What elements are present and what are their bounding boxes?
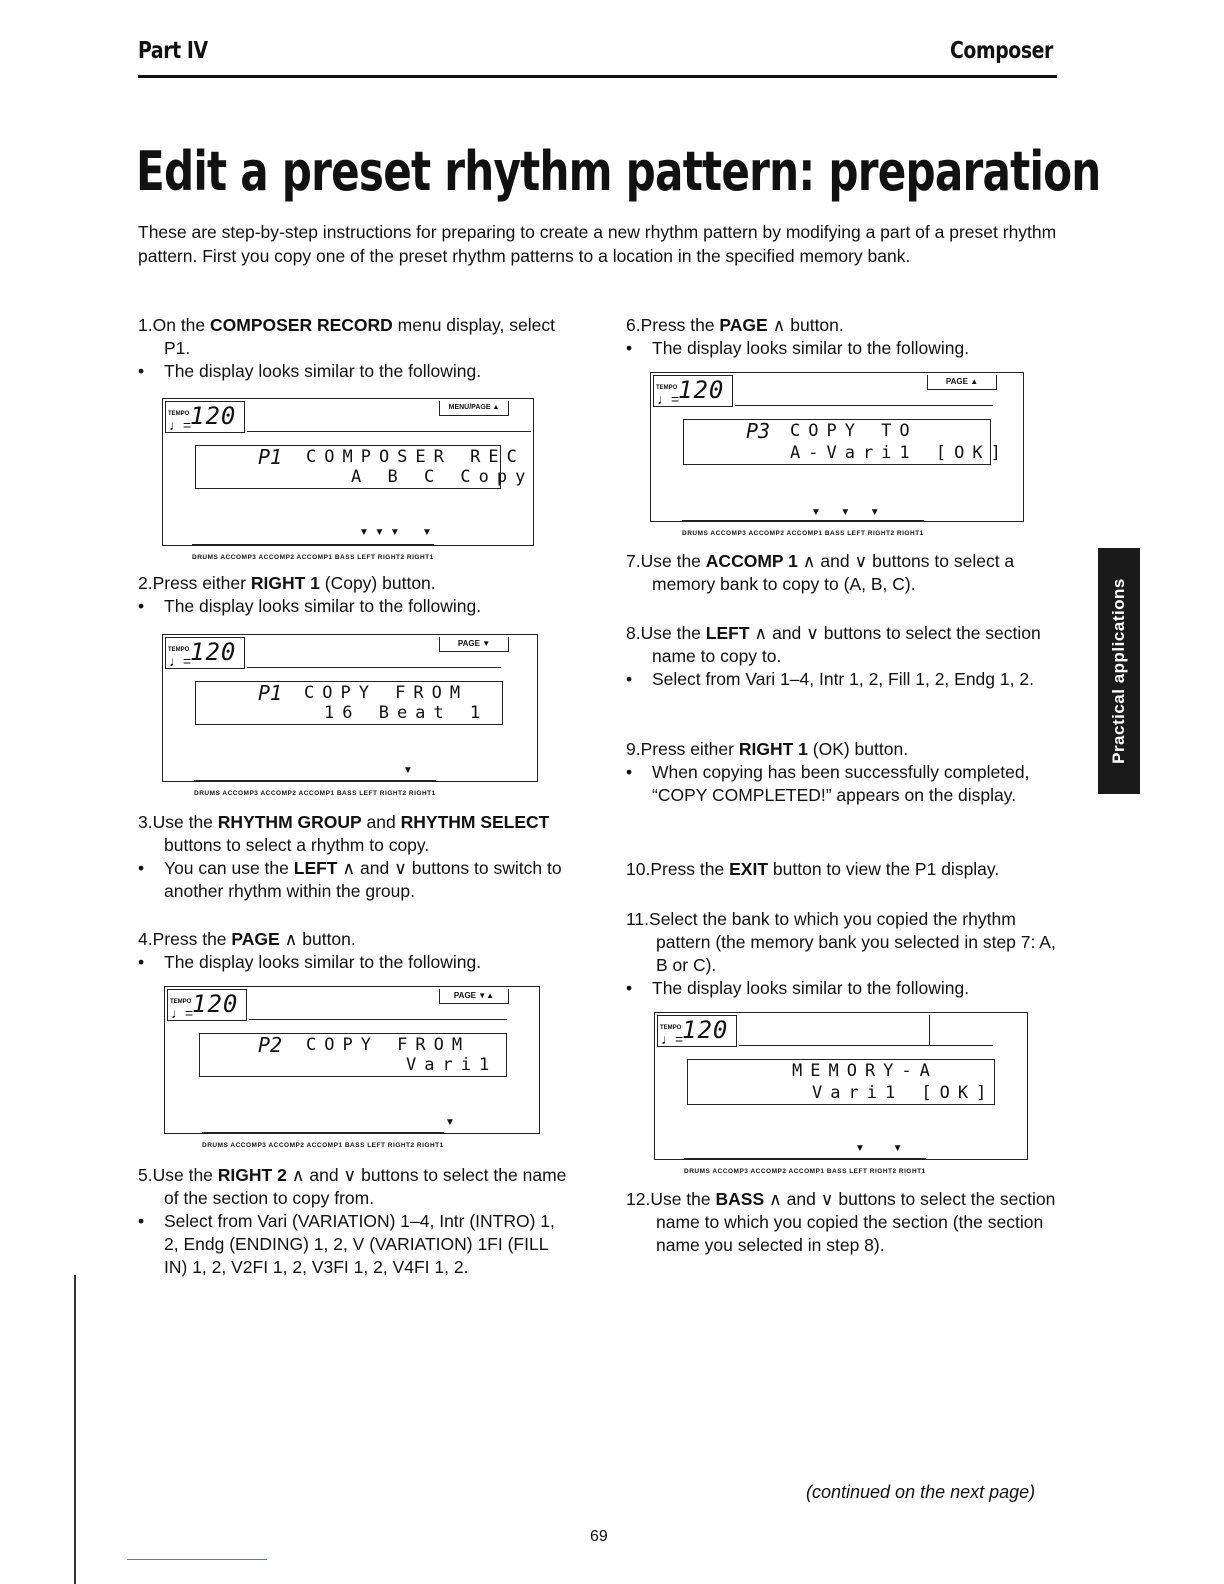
step-bold: RHYTHM GROUP xyxy=(217,812,362,832)
tempo-label: TEMPO xyxy=(660,1025,682,1031)
step-bullet: • The display looks similar to the following. xyxy=(138,595,568,618)
soft-button-arrows: ▼ xyxy=(445,1117,455,1128)
tempo-box xyxy=(165,637,245,669)
step-bold: RIGHT 1 xyxy=(738,739,808,759)
step-bold: COMPOSER RECORD xyxy=(210,315,393,335)
step-8 xyxy=(626,622,1056,691)
step-text: Press either xyxy=(152,573,251,593)
step-text: ∧ and ∨ buttons to select the section name to copy to. xyxy=(652,623,1041,666)
lcd-screen xyxy=(195,681,503,725)
step-text: On the xyxy=(152,315,211,335)
step-number: 7. xyxy=(626,551,641,571)
lcd-line-1: COPY FROM xyxy=(306,1035,471,1055)
step-bold: PAGE xyxy=(719,315,768,335)
side-tab xyxy=(1098,548,1140,794)
step-bullet: • The display looks similar to the following. xyxy=(626,337,1056,360)
step-6 xyxy=(626,314,1056,360)
page-indicator: PAGE ▲ xyxy=(927,375,997,390)
step-3 xyxy=(138,811,568,903)
step-bullet: • Select from Vari 1–4, Intr 1, 2, Fill 1, 2, Endg 1, 2. xyxy=(626,668,1056,691)
step-text: (Copy) button. xyxy=(319,573,436,593)
margin-line xyxy=(74,1275,76,1584)
continued-note: (continued on the next page) xyxy=(806,1482,1036,1502)
page-number: 69 xyxy=(590,1528,608,1545)
lcd-screen xyxy=(687,1059,995,1105)
footer-line xyxy=(127,1559,267,1560)
page-number-indicator: P1 xyxy=(258,681,283,705)
step-1 xyxy=(138,314,568,383)
step-bullet: • The display looks similar to the following. xyxy=(626,977,1056,1000)
lcd-display-p1-menu xyxy=(162,398,534,546)
step-number: 12. xyxy=(626,1189,651,1209)
step-bold: EXIT xyxy=(729,859,769,879)
step-text: ∧ and ∨ buttons to select the name of the section to copy from. xyxy=(164,1165,567,1208)
step-text: ∧ button. xyxy=(767,315,844,335)
page-number-indicator: P2 xyxy=(258,1033,283,1057)
step-bold: LEFT xyxy=(705,623,750,643)
step-text: Press the xyxy=(650,859,730,879)
lcd-screen xyxy=(199,1033,507,1077)
intro-paragraph: These are step-by-step instructions for preparing to create a new rhythm pattern by modifying a part of a preset rhythm pattern. First you copy one of the preset rhythm patterns to a location in the specified memory bank. xyxy=(138,222,1057,266)
page-indicator xyxy=(929,1015,998,1045)
step-text: Press the xyxy=(640,315,720,335)
tempo-label: TEMPO xyxy=(168,411,190,417)
step-number: 2. xyxy=(138,573,153,593)
step-text: Use the xyxy=(640,551,706,571)
page-indicator: PAGE ▼ xyxy=(439,637,509,652)
lcd-line-1: COPY FROM xyxy=(304,683,469,703)
side-tab-label: Practical applications xyxy=(1109,578,1128,764)
step-text: ∧ and ∨ buttons to select the section name to which you copied the section (the section name you selected in step 8). xyxy=(656,1189,1056,1255)
step-bullet: • When copying has been successfully completed, “COPY COMPLETED!” appears on the display. xyxy=(626,761,1056,807)
step-bold: RIGHT 2 xyxy=(217,1165,287,1185)
step-text: and xyxy=(361,812,401,832)
tempo-box xyxy=(653,375,733,407)
step-text: Select the bank to which you copied the rhythm pattern (the memory bank you selected in step 7: A, B or C). xyxy=(649,909,1056,975)
tempo-label: TEMPO xyxy=(168,647,190,653)
bullet-text: You can use the xyxy=(164,858,294,878)
step-text: Press either xyxy=(640,739,739,759)
tempo-value: 120 xyxy=(190,638,237,666)
step-number: 8. xyxy=(626,623,641,643)
tempo-note-icon: ♩= xyxy=(657,391,680,407)
page-indicator: MENU/PAGE ▲ xyxy=(439,401,509,416)
lcd-display-p2-copy-from xyxy=(164,986,540,1134)
step-number: 5. xyxy=(138,1165,153,1185)
soft-button-arrows: ▼ ▼ xyxy=(855,1143,903,1154)
lcd-line-1: COMPOSER REC xyxy=(306,447,525,467)
lcd-line-2: Vari1 xyxy=(406,1055,498,1075)
step-bullet: • The display looks similar to the following. xyxy=(138,951,568,974)
step-bullet xyxy=(138,857,568,903)
page-indicator: PAGE ▼▲ xyxy=(439,989,509,1004)
step-text: ∧ and ∨ buttons to select a memory bank to copy to (A, B, C). xyxy=(652,551,1015,594)
tempo-box xyxy=(167,989,247,1021)
step-bold: BASS xyxy=(715,1189,765,1209)
lcd-screen xyxy=(683,419,1009,465)
lcd-line-2: A-Vari1 [OK] xyxy=(790,443,1009,463)
soft-button-arrows: ▼ xyxy=(403,765,413,776)
step-2 xyxy=(138,572,568,618)
tempo-box xyxy=(657,1015,737,1047)
lcd-line-2: A B C Copy xyxy=(351,467,534,487)
lcd-screen xyxy=(195,445,534,489)
step-number: 4. xyxy=(138,929,153,949)
header-rule xyxy=(138,75,1057,78)
page-title: Edit a preset rhythm pattern: preparation xyxy=(136,140,1101,203)
step-text: menu display, select P1. xyxy=(164,315,555,358)
bullet-text: ∧ and ∨ buttons to switch to another rhythm within the group. xyxy=(164,858,562,901)
step-bullet: • The display looks similar to the following. xyxy=(138,360,568,383)
step-text: Use the xyxy=(152,1165,218,1185)
step-bold: RIGHT 1 xyxy=(250,573,320,593)
tempo-label: TEMPO xyxy=(170,999,192,1005)
tempo-value: 120 xyxy=(678,376,725,404)
step-number: 9. xyxy=(626,739,641,759)
lcd-line-1: COPY TO xyxy=(790,421,918,441)
step-5 xyxy=(138,1164,568,1279)
bullet-bold: LEFT xyxy=(293,858,338,878)
lcd-display-copy-from xyxy=(162,634,538,782)
step-text: (OK) button. xyxy=(807,739,909,759)
button-label-strip: DRUMS ACCOMP3 ACCOMP2 ACCOMP1 BASS LEFT RIGHT2 RIGHT1 xyxy=(682,520,924,545)
tempo-note-icon: ♩= xyxy=(169,653,192,669)
tempo-label: TEMPO xyxy=(656,385,678,391)
header-part: Part IV xyxy=(138,38,208,64)
tempo-box xyxy=(165,401,245,433)
step-bold: ACCOMP 1 xyxy=(705,551,798,571)
step-text: Use the xyxy=(650,1189,716,1209)
lcd-line-2: Vari1 [OK] xyxy=(812,1083,995,1103)
step-bold: PAGE xyxy=(231,929,280,949)
step-9 xyxy=(626,738,1056,807)
tempo-note-icon: ♩= xyxy=(171,1005,194,1021)
tempo-value: 120 xyxy=(682,1016,729,1044)
step-bullet: • Select from Vari (VARIATION) 1–4, Intr (INTRO) 1, 2, Endg (ENDING) 1, 2, V (VARIATION) 1FI (FILL IN) 1, 2, V2FI 1, 2, V3FI 1, 2, V4FI 1, 2. xyxy=(138,1210,568,1279)
step-4 xyxy=(138,928,568,974)
lcd-display-memory-a xyxy=(654,1012,1028,1160)
tempo-value: 120 xyxy=(192,990,239,1018)
tempo-note-icon: ♩= xyxy=(169,417,192,433)
lcd-line-1: MEMORY-A xyxy=(792,1061,938,1081)
button-label-strip: DRUMS ACCOMP3 ACCOMP2 ACCOMP1 BASS LEFT RIGHT2 RIGHT1 xyxy=(684,1158,926,1183)
step-text: Use the xyxy=(640,623,706,643)
button-label-strip: DRUMS ACCOMP3 ACCOMP2 ACCOMP1 BASS LEFT RIGHT2 RIGHT1 xyxy=(202,1132,444,1157)
step-number: 6. xyxy=(626,315,641,335)
step-7 xyxy=(626,550,1056,596)
step-number: 11. xyxy=(626,909,650,929)
soft-button-arrows: ▼ ▼ ▼ ▼ xyxy=(359,527,432,538)
lcd-display-p3-copy-to xyxy=(650,372,1024,522)
step-text: Use the xyxy=(152,812,218,832)
step-10 xyxy=(626,858,1066,881)
header-section: Composer xyxy=(950,38,1053,64)
step-text: buttons to select a rhythm to copy. xyxy=(164,835,430,855)
soft-button-arrows: ▼ ▼ ▼ xyxy=(811,507,880,518)
step-text: button to view the P1 display. xyxy=(768,859,1000,879)
step-number: 3. xyxy=(138,812,153,832)
tempo-value: 120 xyxy=(190,402,237,430)
lcd-line-2: 16 Beat 1 xyxy=(324,703,489,723)
step-number: 1. xyxy=(138,315,153,335)
tempo-note-icon: ♩= xyxy=(661,1031,684,1047)
button-label-strip: DRUMS ACCOMP3 ACCOMP2 ACCOMP1 BASS LEFT RIGHT2 RIGHT1 xyxy=(192,544,434,569)
page-number-indicator: P3 xyxy=(746,419,771,443)
step-bold: RHYTHM SELECT xyxy=(400,812,550,832)
step-text: Press the xyxy=(152,929,232,949)
page-number-indicator: P1 xyxy=(258,445,283,469)
button-label-strip: DRUMS ACCOMP3 ACCOMP2 ACCOMP1 BASS LEFT RIGHT2 RIGHT1 xyxy=(194,780,436,805)
step-number: 10. xyxy=(626,859,651,879)
step-12 xyxy=(626,1188,1056,1257)
step-text: ∧ button. xyxy=(279,929,356,949)
step-11 xyxy=(626,908,1056,1000)
